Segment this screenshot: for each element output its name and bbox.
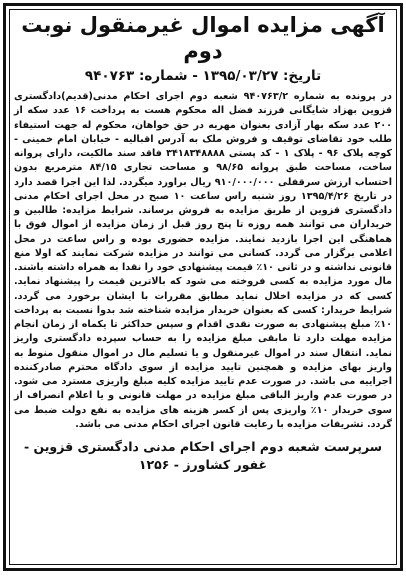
signature-line-1: سرپرست شعبه دوم اجرای احکام مدنی دادگستری قزوین - [23,439,383,454]
ad-body: در پرونده به شماره ۹۴۰۷۶۳/۲ شعبه دوم اجرای احکام مدنی(قدیم)دادگستری قزوین بهزاد شایگانی فرزند فضل اله محکوم هست به پرداخت ۱۶ عدد سکه از ۲۰۰ عدد سکه بهار آزادی بعنوان مهریه در حق خواهان، محکوم له جهت استیفاء طلب خود تقاضای توقیف و فروش ملک به آدرس اقبالیه - خیابان امام خمینی - کوچه پلاک ۹۶ - پلاک ۱ - کد پستی ۳۴۱۸۳۴۸۸۸۸ فاقد سند مالکیت، دارای پروانه ساخت، مساحت طبق پروانه ۹۸/۶۵ و مساحت تجاری ۸۴/۱۵ مترمربع بدون احتساب ارزش سرقفلی ۹۱۰/۰۰۰/۰۰۰ ریال براورد میگردد. لذا این اجرا قصد دارد در تاریخ ۱۳۹۵/۴/۲۶ روز شنبه راس ساعت ۱۰ صبح در محل اجرای احکام مدنی دادگستری قزوین از طریق مزایده به فروش برساند. شرایط مزایده: طالبین و خریداران می توانند همه روزه تا پنج روز قبل از زمان مزایده از اموال فوق با هماهنگی این اجرا بازدید نمایند. مزایده حضوری بوده و راس ساعت در محل اعلامی برگزار می گردد. کسانی می توانند در مزایده شرکت نمایند که اولا منع قانونی نداشته و در ثانی ۱۰٪ قیمت پیشنهادی خود را نقدا به همراه داشته باشند. مال مورد مزایده به کسی فروخته می شود که بالاترین قیمت را پیشنهاد نماید. کسی که در مزایده اخلال نماید مطابق مقررات با ایشان برخورد می گردد. شرایط خریدار: کسی که بعنوان خریدار مزایده شناخته شد بدوا نسبت به پرداخت ۱۰٪ مبلغ پیشنهادی به صورت نقدی اقدام و سپس حداکثر تا یکماه از زمان انجام مزایده مهلت دارد تا مابقی مبلغ مزایده را به حساب سپرده دادگستری واریز نماید. انتقال سند در اموال غیرمنقول و یا تسلیم مال در اموال منقول منوط به واریز بهای مزایده و همچنین تایید مزایده از سوی دادگاه محترم صادرکننده اجراییه می باشد. در صورت عدم تایید مزایده کلیه مبلغ واریزی مسترد می شود. در صورت عدم واریز الباقی مبلغ مزایده در مهلت قانونی و یا اعلام انصراف از سوی خریدار ۱۰٪ واریزی پس از کسر هزینه های مزایده به نفع دولت ضبط می گردد. تشریفات مزایده با رعایت قانون اجرای احکام مدنی می باشد. [14,91,393,430]
ad-content [14,10,392,474]
ad-title: آگهی مزایده اموال غیرمنقول نوبت دوم [21,13,385,63]
ad-date-number: تاریخ: ۱۳۹۵/۰۳/۲۷ - شماره: ۹۴۰۷۶۳ [84,68,322,84]
ad-signature [14,438,392,474]
signature-line-2: غفور کشاورز - ۱۲۵۶ [138,457,268,472]
